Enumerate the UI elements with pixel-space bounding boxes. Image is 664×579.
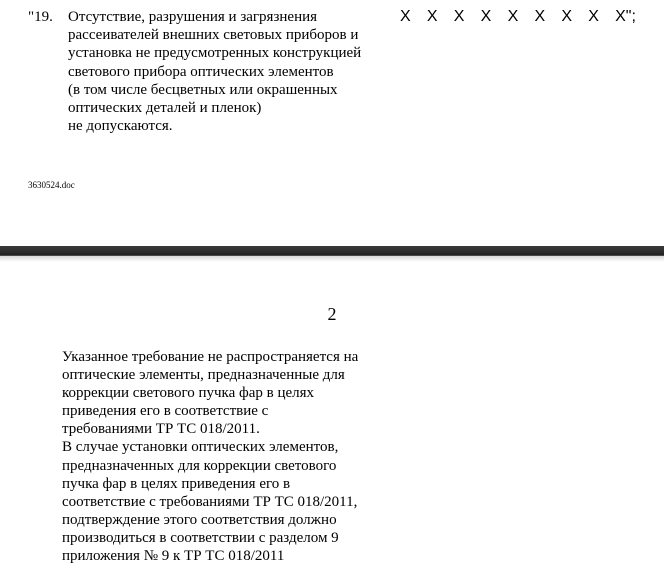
page-separator (0, 246, 664, 262)
document-page-1 (0, 0, 664, 246)
applicability-marks (400, 8, 650, 26)
mark-cell: X (480, 8, 492, 25)
note-text: Указанное требование не распространяется на оптические элементы, предназначенные для коррекции светового пучка фар в целях приведения его в соответствие с требованиями ТР ТС 018/2011. В случае установки оптических элементов, предназначенных для коррекции светового пучка фар в целях приведения его в соответствие с требованиями ТР ТС 018/2011, подтверждение этого соответствия должно производиться в соответствии с разделом 9 приложения № 9 к ТР ТС 018/2011 (62, 349, 359, 565)
mark-cell: X (561, 8, 573, 25)
mark-cell: X (400, 8, 411, 25)
mark-cell: X (453, 8, 465, 25)
mark-cell: X (534, 8, 546, 25)
item-text: Отсутствие, разрушения и загрязнения рассеивателей внешних световых приборов и установка не предусмотренных конструкцией светового прибора оптических элементов (в том числе бесцветных или окрашенных оптических деталей и пленок) не допускаются. (68, 9, 362, 135)
page-number: 2 (327, 304, 337, 324)
item-number: "19. (28, 9, 53, 25)
document-page-2 (0, 262, 664, 579)
mark-cell: X"; (615, 8, 636, 25)
mark-cell: X (588, 8, 599, 25)
mark-cell: X (426, 8, 438, 25)
footer-filename: 3630524.doc (28, 180, 75, 190)
mark-cell: X (507, 8, 519, 25)
